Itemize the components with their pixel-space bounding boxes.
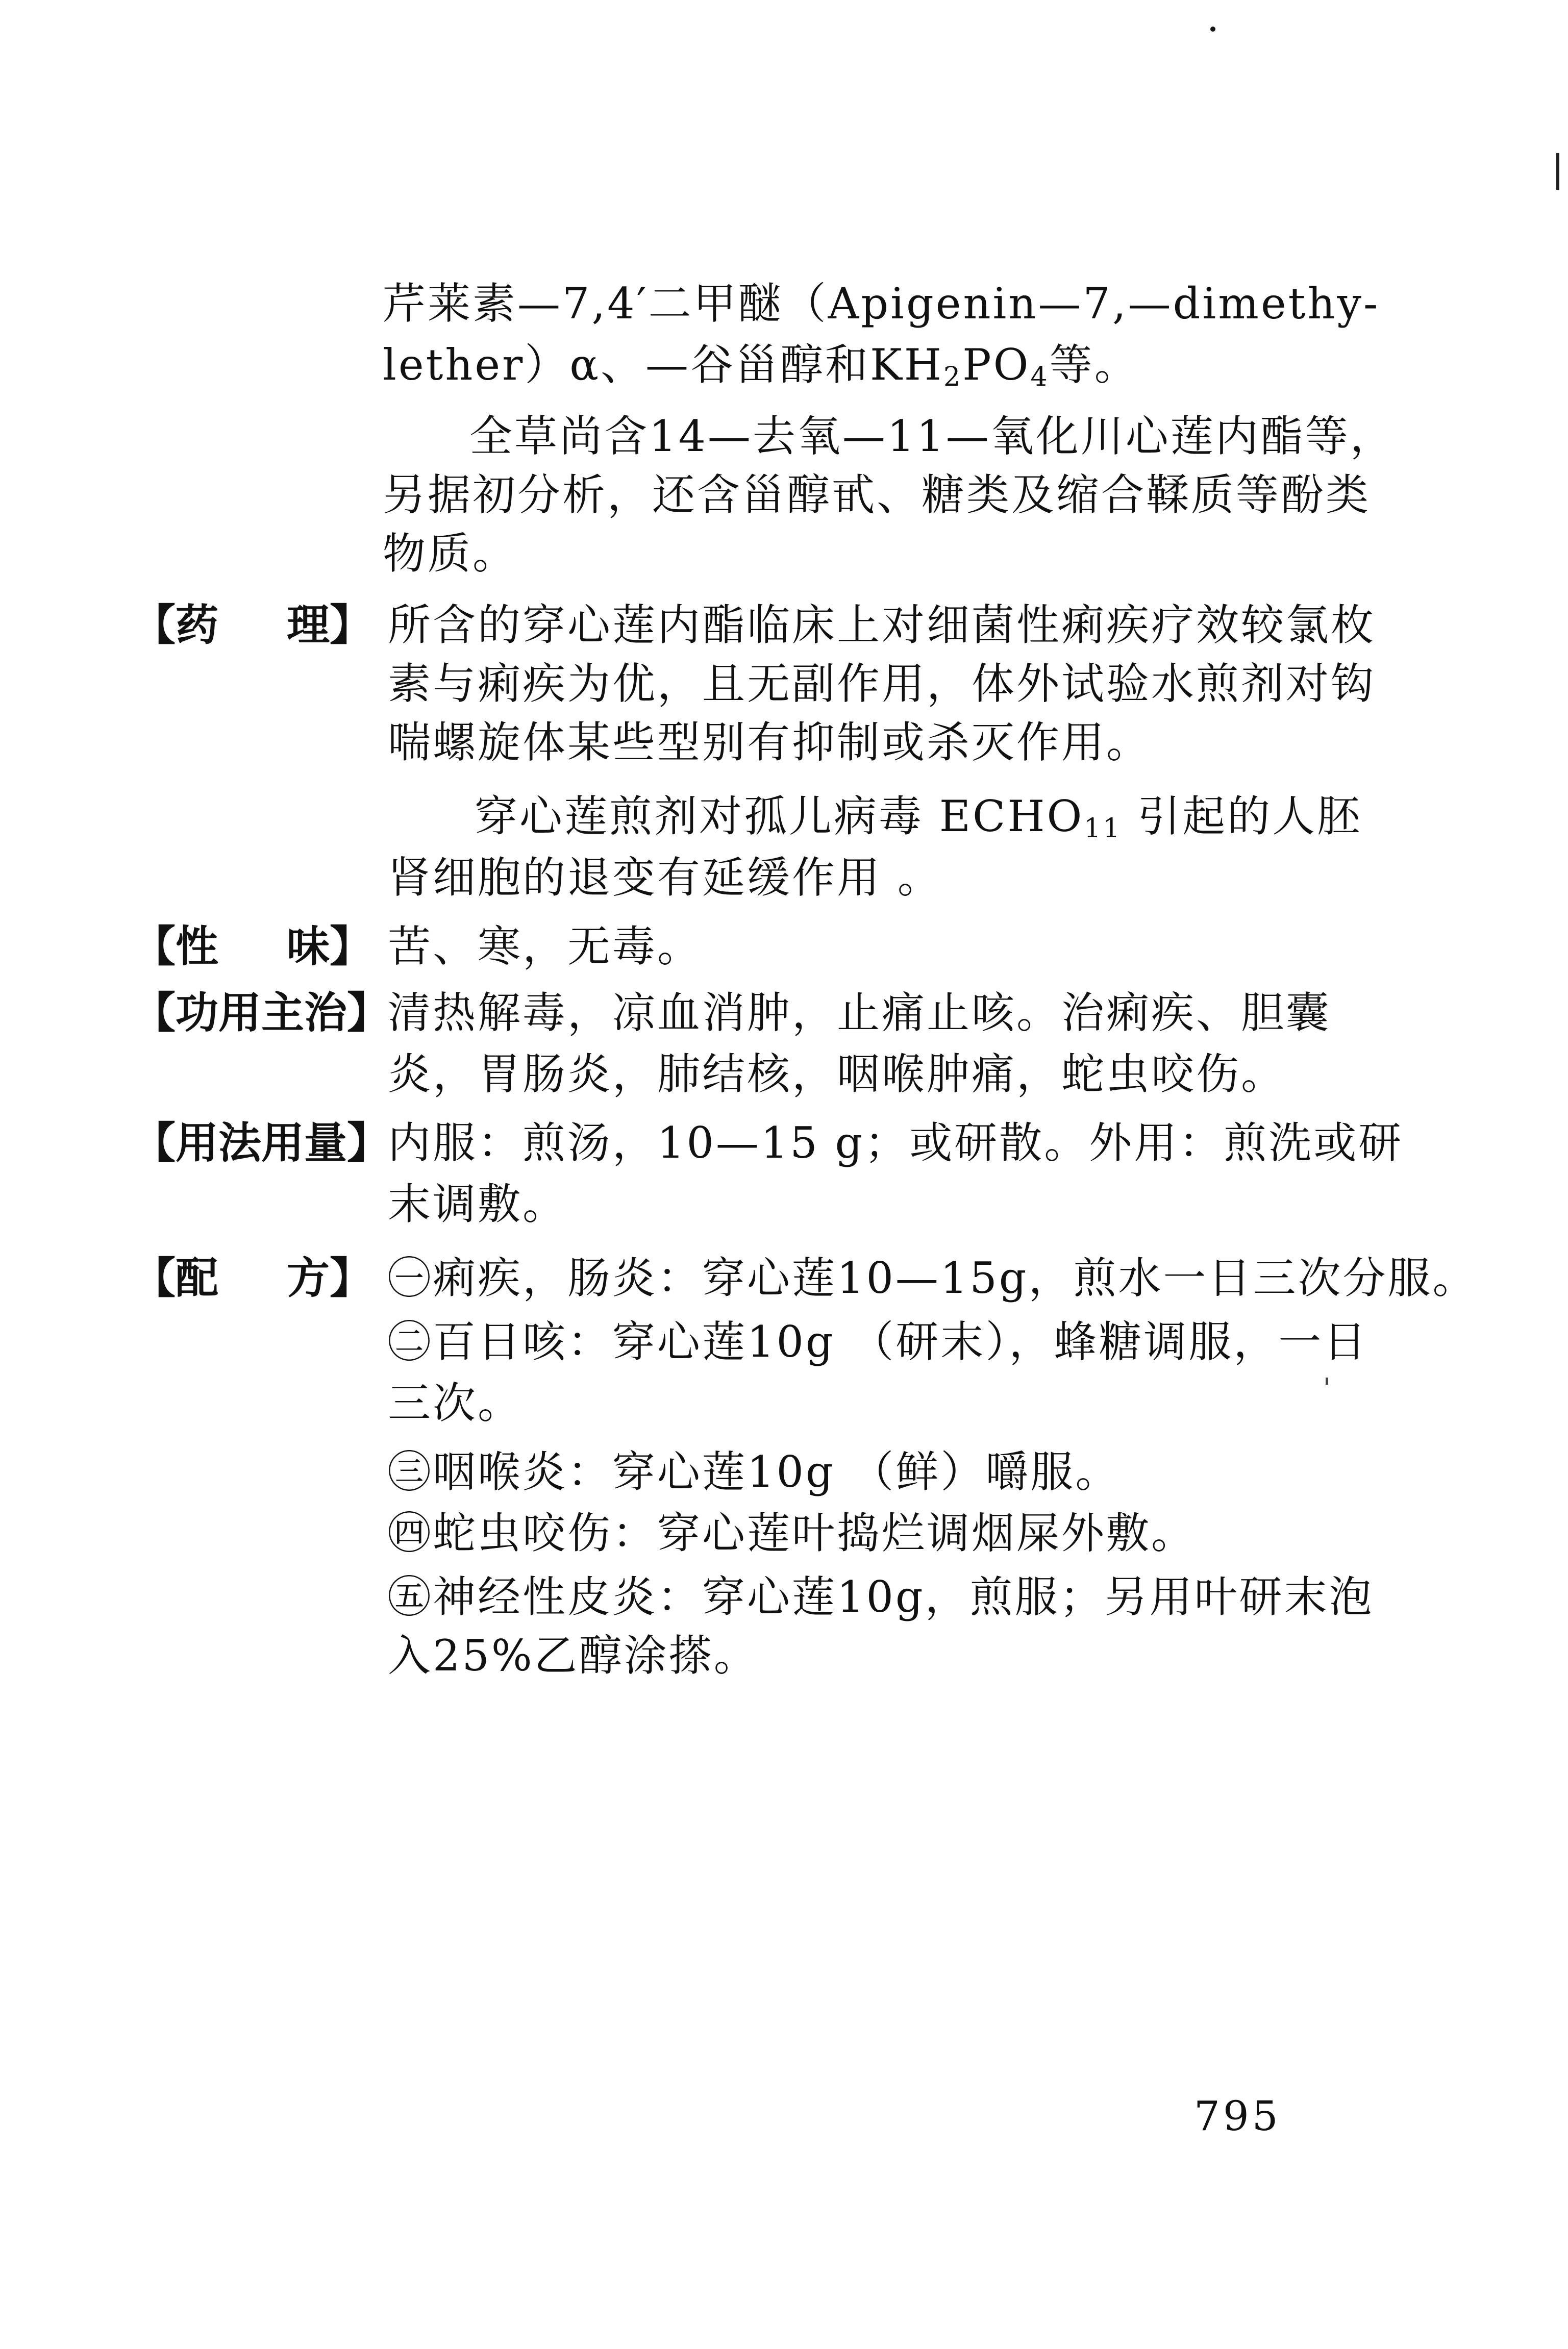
edge-mark bbox=[1556, 153, 1559, 190]
text-line: 全草尚含14—去氧—11—氧化川心莲内酯等， bbox=[469, 411, 1395, 461]
page-number: 795 bbox=[1194, 2092, 1281, 2140]
text-line: 穿心莲煎剂对孤儿病毒 $ECHO_{11}$ 引起的人胚 bbox=[475, 791, 1362, 844]
text-line: 另据初分析，还含甾醇甙、糖类及缩合鞣质等酚类 bbox=[383, 470, 1371, 520]
text-line: ㊃蛇虫咬伤：穿心莲叶捣烂调烟屎外敷。 bbox=[388, 1508, 1197, 1558]
text-line: 物质。 bbox=[383, 529, 518, 579]
stray-mark bbox=[1326, 1378, 1328, 1385]
section-label-usage-dosage: 【用法用量 】 bbox=[133, 1118, 390, 1168]
text-line: 所含的穿心莲内酯临床上对细菌性痢疾疗效较氯枚 bbox=[388, 600, 1376, 650]
text-line: 入25%乙醇涂搽。 bbox=[388, 1631, 759, 1681]
text-line: 末调敷。 bbox=[388, 1179, 568, 1229]
text-line: 素与痢疾为优，且无副作用，体外试验水煎剂对钩 bbox=[388, 659, 1376, 709]
section-label-prescriptions: 【配 方】 bbox=[133, 1253, 372, 1303]
text-line: 苦、寒，无毒。 bbox=[388, 921, 703, 971]
text-line: 清热解毒，凉血消肿，止痛止咳。治痢疾、胆囊 bbox=[388, 988, 1331, 1038]
speck-mark bbox=[1210, 27, 1215, 32]
section-label-pharmacology: 【药 理】 bbox=[133, 600, 372, 650]
text-line: 喘螺旋体某些型别有抑制或杀灭作用。 bbox=[388, 717, 1152, 767]
text-line: ㊂咽喉炎：穿心莲10g （鲜）嚼服。 bbox=[388, 1447, 1121, 1497]
section-label-functions: 【功用主治 】 bbox=[133, 988, 390, 1038]
text-line: ㊄神经性皮炎：穿心莲10g，煎服；另用叶研末泡 bbox=[388, 1572, 1374, 1622]
section-label-nature-taste: 【性 味】 bbox=[133, 921, 372, 971]
text-line: ㊁百日咳：穿心莲10g （研末），蜂糖调服，一日 bbox=[388, 1317, 1368, 1367]
text-line: ㊀痢疾，肠炎：穿心莲10—15g，煎水一日三次分服。 bbox=[388, 1253, 1478, 1303]
text-line: 内服：煎汤，10—15 g；或研散。外用：煎洗或研 bbox=[388, 1118, 1404, 1168]
text-line: 芹莱素—7,4′二甲醚（Apigenin—7,—dimethy- bbox=[383, 279, 1380, 329]
text-line: 炎，胃肠炎，肺结核，咽喉肿痛，蛇虫咬伤。 bbox=[388, 1049, 1286, 1099]
text-line: lether）α、—谷甾醇和$KH_2PO_4$等。 bbox=[383, 340, 1139, 392]
text-line: 肾细胞的退变有延缓作用 。 bbox=[388, 853, 942, 903]
text-line: 三次。 bbox=[388, 1378, 523, 1428]
